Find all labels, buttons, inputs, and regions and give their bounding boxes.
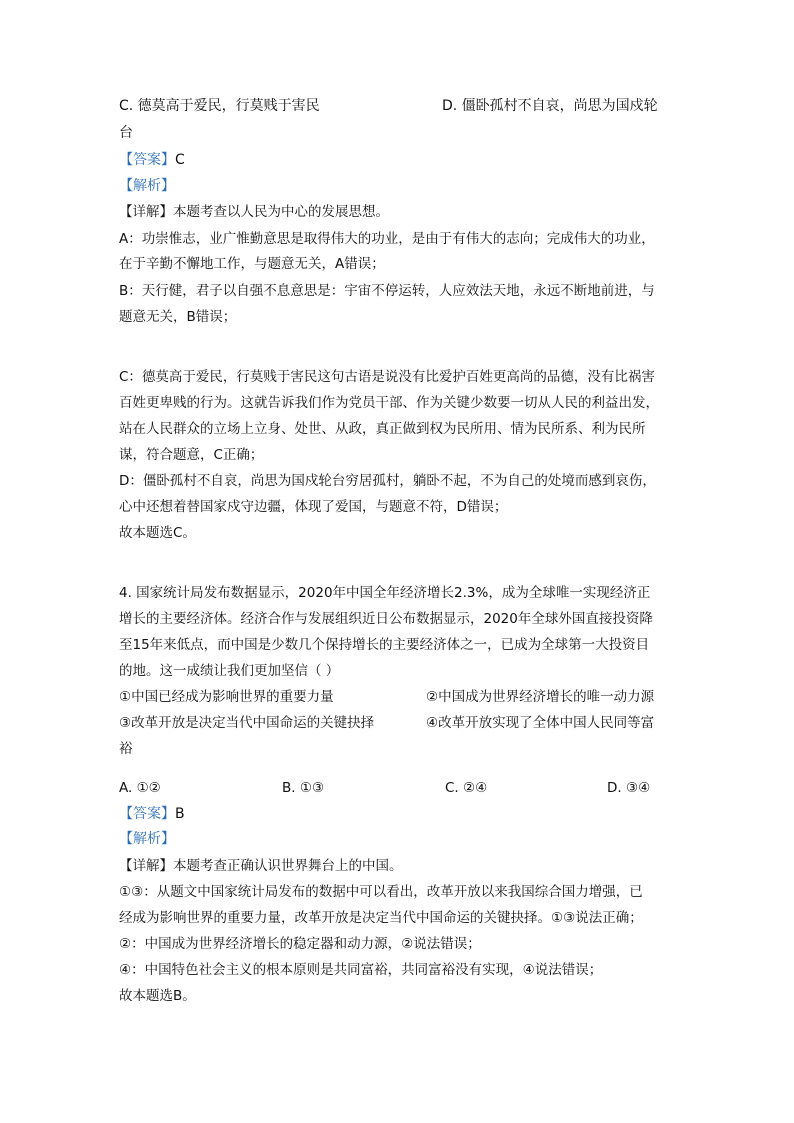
option-d: D. 僵卧孤村不自哀，尚思为国戍轮 bbox=[442, 98, 658, 114]
option-d-continued: 台 bbox=[119, 125, 133, 141]
answer-tag: 【答案】 bbox=[119, 806, 175, 822]
answer-row bbox=[119, 147, 185, 172]
detail-line: 在于辛勤不懈地工作，与题意无关，A错误； bbox=[119, 256, 385, 272]
answer-value: B bbox=[175, 806, 185, 822]
statement-4-continued: 裕 bbox=[119, 741, 133, 757]
question-stem: 的地。这一成绩让我们更加坚信（ ） bbox=[119, 663, 340, 679]
answer-row bbox=[119, 801, 185, 826]
statement-1: ①中国已经成为影响世界的重要力量 bbox=[119, 689, 334, 705]
detail-line: ②：中国成为世界经济增长的稳定器和动力源，②说法错误； bbox=[119, 936, 481, 952]
question-stem: 增长的主要经济体。经济合作与发展组织近日公布数据显示，2020年全球外国直接投资降 bbox=[119, 611, 653, 627]
statement-2: ②中国成为世界经济增长的唯一动力源 bbox=[426, 689, 655, 705]
choice-d: D. ③④ bbox=[607, 780, 651, 796]
detail-line: A：功崇惟志，业广惟勤意思是取得伟大的功业，是由于有伟大的志向；完成伟大的功业， bbox=[119, 231, 655, 247]
choice-a: A. ①② bbox=[119, 780, 161, 796]
analysis-tag: 【解析】 bbox=[119, 831, 175, 847]
detail-line: 谋，符合题意，C正确； bbox=[119, 447, 264, 463]
detail-line: 经成为影响世界的重要力量，改革开放是决定当代中国命运的关键抉择。①③说法正确； bbox=[119, 910, 643, 926]
statement-3: ③改革开放是决定当代中国命运的关键抉择 bbox=[119, 715, 375, 731]
detail-line: 心中还想着替国家戍守边疆，体现了爱国，与题意不符，D错误； bbox=[119, 499, 508, 515]
choice-b: B. ①③ bbox=[282, 780, 325, 796]
detail-line: 百姓更卑贱的行为。这就告诉我们作为党员干部、作为关键少数要一切从人民的利益出发， bbox=[119, 395, 659, 411]
question-stem: 4. 国家统计局发布数据显示，2020年中国全年经济增长2.3%，成为全球唯一实现经济正 bbox=[119, 585, 651, 601]
detail-line: C：德莫高于爱民，行莫贱于害民这句古语是说没有比爱护百姓更高尚的品德，没有比祸害 bbox=[119, 369, 655, 385]
choice-row bbox=[119, 776, 679, 800]
option-c: C. 德莫高于爱民，行莫贱于害民 bbox=[119, 98, 320, 114]
detail-line: ④：中国特色社会主义的根本原则是共同富裕，共同富裕没有实现，④说法错误； bbox=[119, 962, 603, 978]
detail-line: 题意无关，B错误； bbox=[119, 309, 237, 325]
question-stem: 至15年来低点，而中国是少数几个保持增长的主要经济体之一，已成为全球第一大投资目 bbox=[119, 637, 650, 653]
answer-value: C bbox=[175, 152, 185, 168]
choice-c: C. ②④ bbox=[445, 780, 488, 796]
detail-line: 【详解】本题考查正确认识世界舞台上的中国。 bbox=[119, 858, 403, 874]
detail-line: 站在人民群众的立场上立身、处世、从政，真正做到权为民所用、情为民所系、利为民所 bbox=[119, 421, 646, 437]
statement-4: ④改革开放实现了全体中国人民同等富 bbox=[426, 715, 655, 731]
detail-line: 故本题选B。 bbox=[119, 988, 196, 1004]
detail-line: D：僵卧孤村不自哀，尚思为国戍轮台穷居孤村，躺卧不起，不为自己的处境而感到哀伤， bbox=[119, 473, 656, 489]
detail-line: 【详解】本题考查以人民为中心的发展思想。 bbox=[119, 204, 389, 220]
detail-line: ①③：从题文中国家统计局发布的数据中可以看出，改革开放以来我国综合国力增强，已 bbox=[119, 884, 643, 900]
answer-tag: 【答案】 bbox=[119, 152, 175, 168]
detail-line: B：天行健，君子以自强不息意思是：宇宙不停运转，人应效法天地，永远不断地前进，与 bbox=[119, 283, 655, 299]
analysis-tag: 【解析】 bbox=[119, 178, 175, 194]
detail-line: 故本题选C。 bbox=[119, 525, 196, 541]
